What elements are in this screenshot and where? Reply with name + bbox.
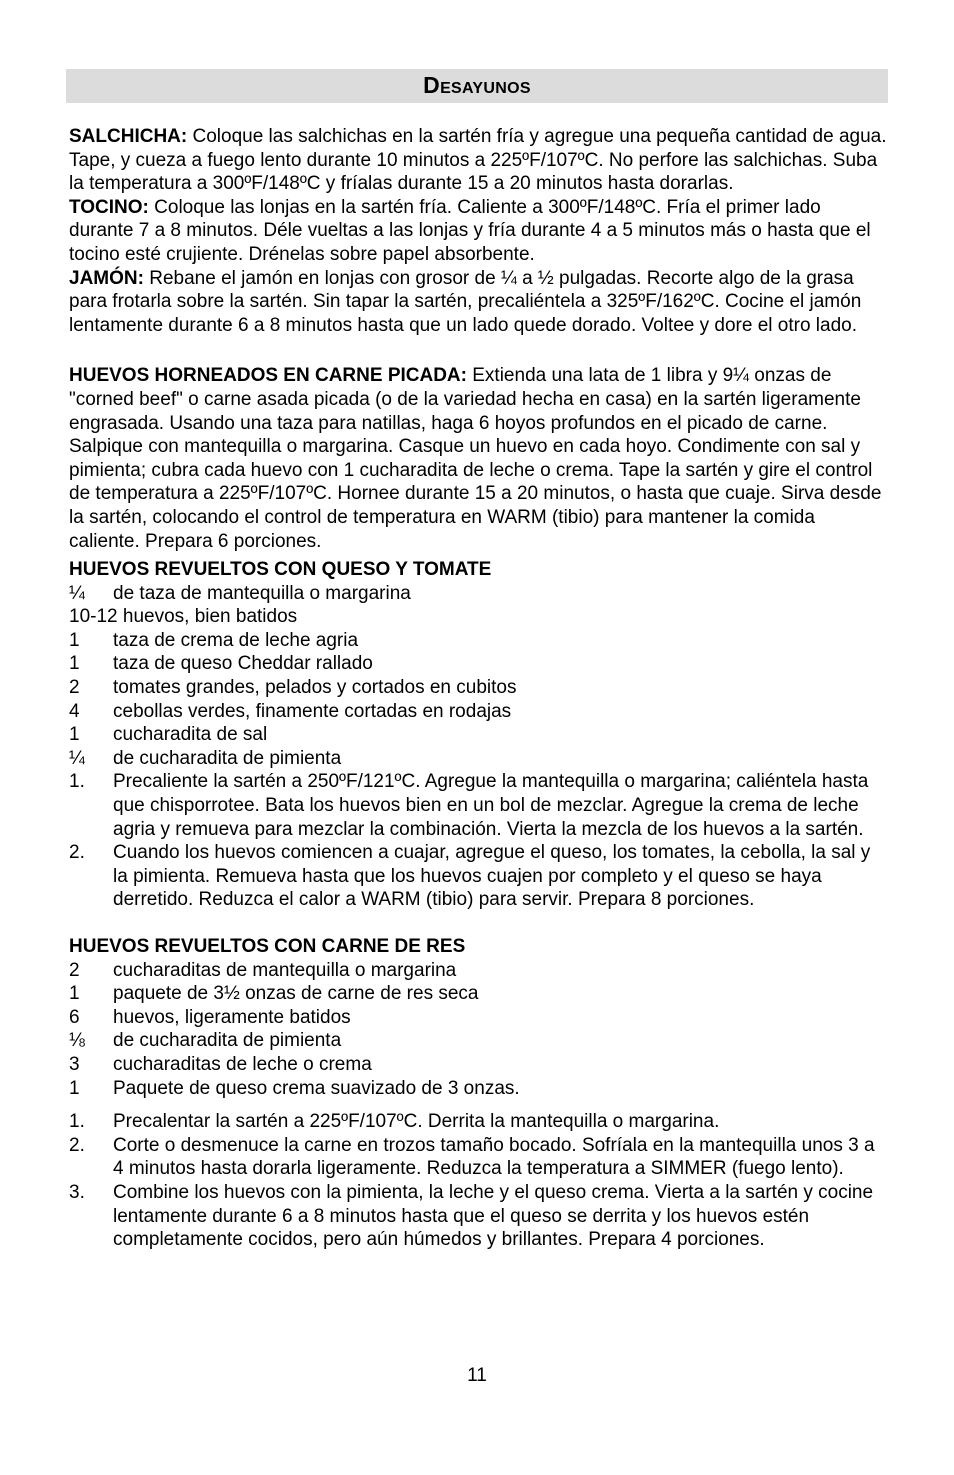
step-text: Combine los huevos con la pimienta, la leche y el queso crema. Vierta a la sartén y cocine lentamente durante 6 a 8 minutos hasta que el queso se derrita y los huevos estén completamente cocidos, pero aún húmedos y brillantes. Prepara 4 porciones. [113, 1181, 874, 1251]
ingredient-item [69, 982, 889, 1006]
ingredient-text: taza de queso Cheddar rallado [113, 653, 373, 675]
ingredient-text: cebollas verdes, finamente cortadas en rodajas [113, 700, 512, 722]
ingredient-item [69, 700, 889, 724]
jamon-paragraph [69, 267, 889, 338]
ingredient-text: cucharaditas de mantequilla o margarina [113, 959, 457, 981]
ingredient-item [69, 723, 889, 747]
tocino-label: TOCINO: [69, 196, 149, 218]
step-item [69, 1134, 889, 1181]
ingredient-text: 10-12 huevos, bien batidos [69, 606, 298, 628]
ingredient-text: paquete de 3½ onzas de carne de res seca [113, 983, 479, 1005]
ingredient-text: Paquete de queso crema suavizado de 3 onzas. [113, 1077, 520, 1099]
step-list-queso-tomate [69, 770, 889, 912]
step-number: 1. [69, 771, 85, 793]
step-text: Precalentar la sartén a 225ºF/107ºC. Derrita la mantequilla o margarina. [113, 1111, 720, 1133]
huevos-horneados-label: HUEVOS HORNEADOS EN CARNE PICADA: [69, 365, 467, 387]
ingredient-item [69, 1006, 889, 1030]
ingredient-qty: 1 [69, 629, 80, 651]
ingredient-qty: 3 [69, 1053, 80, 1075]
ingredient-text: de cucharadita de pimienta [113, 1030, 342, 1052]
section-title: Desayunos [423, 72, 531, 98]
jamon-label: JAMÓN: [69, 267, 144, 289]
ingredient-text: de taza de mantequilla o margarina [113, 582, 411, 604]
page-number: 11 [467, 1365, 487, 1386]
ingredient-item [69, 747, 889, 771]
ingredient-qty: 1 [69, 653, 80, 675]
ingredient-item [69, 1077, 889, 1101]
ingredient-item [69, 582, 889, 606]
ingredient-qty: 4 [69, 700, 80, 722]
ingredient-text: taza de crema de leche agria [113, 629, 359, 651]
ingredient-qty: 6 [69, 1006, 80, 1028]
step-item [69, 841, 889, 912]
step-number: 3. [69, 1181, 85, 1203]
tocino-paragraph [69, 196, 889, 267]
huevos-horneados-text: Extienda una lata de 1 libra y 9¼ onzas de "corned beef" o carne asada picada (o de la variedad hecha en casa) en la sartén ligeramente engrasada. Usando una taza para natillas, haga 6 hoyos profundos en el picado de carne. Salpique con mantequilla o margarina. Casque un huevo en cada hoyo. Condimente con sal y pimienta; cubra cada huevo con 1 cucharadita de leche o crema. Tape la sartén y gire el control de temperatura a 225ºF/107ºC. Hornee durante 15 a 20 minutos, o hasta que cuaje. Sirva desde la sartén, colocando el control de temperatura en WARM (tibio) para mantener la comida caliente. Prepara 6 porciones. [69, 365, 882, 552]
ingredient-text: cucharaditas de leche o crema [113, 1053, 372, 1075]
ingredient-item [69, 676, 889, 700]
step-number: 2. [69, 1134, 85, 1156]
ingredient-item [69, 605, 889, 629]
ingredient-qty: 1 [69, 724, 80, 746]
ingredient-item [69, 629, 889, 653]
ingredient-text: huevos, ligeramente batidos [113, 1006, 351, 1028]
step-item [69, 1181, 889, 1252]
tocino-text: Coloque las lonjas en la sartén fría. Caliente a 300ºF/148ºC. Fría el primer lado durante 7 a 8 minutos. Déle vueltas a las lonjas y fría durante 4 a 5 minutos más o hasta que el tocino esté crujiente. Drénelas sobre papel absorbente. [69, 196, 871, 265]
ingredient-qty: ¼ [69, 582, 85, 604]
step-number: 2. [69, 842, 85, 864]
ingredient-text: cucharadita de sal [113, 724, 268, 746]
jamon-text: Rebane el jamón en lonjas con grosor de ¼ a ½ pulgadas. Recorte algo de la grasa para frotarla sobre la sartén. Sin tapar la sartén, precaliéntela a 325ºF/162ºC. Cocine el jamón lentamente durante 6 a 8 minutos hasta que un lado quede dorado. Voltee y dore el otro lado. [69, 267, 862, 336]
step-number: 1. [69, 1111, 85, 1133]
step-text: Cuando los huevos comiencen a cuajar, agregue el queso, los tomates, la cebolla, la sal y la pimienta. Remueva hasta que los huevos cuajen por completo y el queso se haya derretido. Reduzca el calor a WARM (tibio) para servir. Prepara 8 porciones. [113, 842, 871, 911]
ingredient-item [69, 1053, 889, 1077]
step-list-carne-res [69, 1110, 889, 1252]
ingredient-qty: 1 [69, 1077, 80, 1099]
salchicha-label: SALCHICHA: [69, 126, 188, 147]
ingredient-item [69, 652, 889, 676]
ingredient-item [69, 959, 889, 983]
ingredient-list-carne-res [69, 959, 889, 1101]
salchicha-paragraph [69, 125, 889, 196]
page-content [69, 125, 889, 1252]
section-header-bar [66, 69, 888, 103]
recipe-title-carne-res: HUEVOS REVUELTOS CON CARNE DE RES [69, 936, 466, 957]
huevos-horneados-paragraph [69, 364, 889, 553]
ingredient-list-queso-tomate [69, 582, 889, 771]
recipe-title-queso-tomate: HUEVOS REVUELTOS CON QUESO Y TOMATE [69, 559, 492, 581]
step-text: Corte o desmenuce la carne en trozos tamaño bocado. Sofríala en la mantequilla unos 3 a 4 minutos hasta dorarla ligeramente. Reduzca la temperatura a SIMMER (fuego lento). [113, 1134, 875, 1180]
ingredient-qty: 1 [69, 983, 80, 1005]
step-item [69, 1110, 889, 1134]
ingredient-text: de cucharadita de pimienta [113, 747, 342, 769]
salchicha-text: Coloque las salchichas en la sartén fría y agregue una pequeña cantidad de agua. Tape, y cueza a fuego lento durante 10 minutos a 225ºF/107ºC. No perfore las salchichas. Suba la temperatura a 300ºF/148ºC y fríalas durante 15 a 20 minutos hasta dorarlas. [69, 126, 887, 195]
ingredient-qty: ¼ [69, 747, 85, 769]
ingredient-qty: 2 [69, 959, 80, 981]
ingredient-qty: 2 [69, 677, 80, 699]
step-item [69, 770, 889, 841]
ingredient-qty: ⅛ [69, 1030, 85, 1052]
ingredient-text: tomates grandes, pelados y cortados en cubitos [113, 677, 517, 699]
ingredient-item [69, 1029, 889, 1053]
step-text: Precaliente la sartén a 250ºF/121ºC. Agregue la mantequilla o margarina; caliéntela hasta que chisporrotee. Bata los huevos bien en un bol de mezclar. Agregue la crema de leche agria y remueva para mezclar la combinación. Vierta la mezcla de los huevos a la sartén. [113, 771, 869, 840]
